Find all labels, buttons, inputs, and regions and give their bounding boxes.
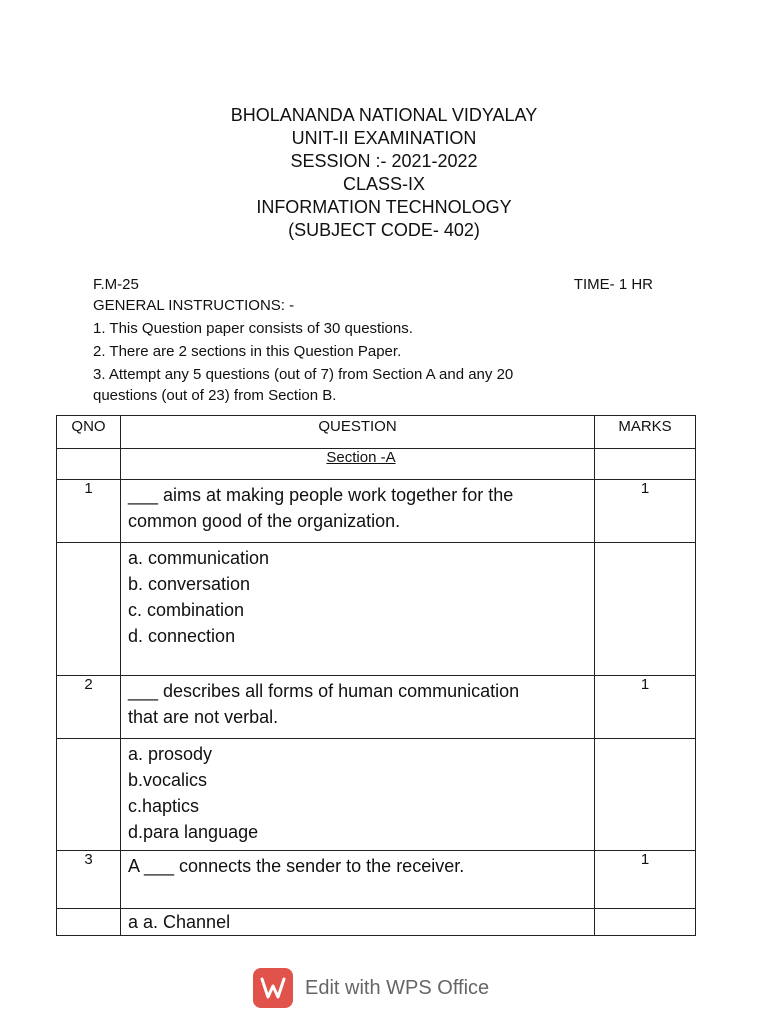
option: c. combination xyxy=(128,600,245,620)
question-table xyxy=(56,415,696,936)
table-row xyxy=(57,739,696,851)
table-row xyxy=(57,676,696,739)
table-row xyxy=(57,851,696,909)
instruction-3: 3. Attempt any 5 questions (out of 7) from Section A and any 20 xyxy=(93,366,514,383)
instruction-3-cont: questions (out of 23) from Section B. xyxy=(93,387,337,404)
section-label: Section -A xyxy=(326,449,396,466)
question-text: common good of the organization. xyxy=(128,511,401,531)
question-text: ___ aims at making people work together for the xyxy=(128,485,514,505)
table-row xyxy=(57,909,696,936)
exam-meta xyxy=(93,274,653,406)
section-row xyxy=(57,449,696,480)
wps-edit-label[interactable]: Edit with WPS Office xyxy=(305,976,490,999)
header-marks: MARKS xyxy=(595,416,696,449)
question-marks: 1 xyxy=(595,851,696,909)
question-number: 2 xyxy=(57,676,121,739)
option: a a. Channel xyxy=(128,912,231,932)
full-marks: F.M-25 xyxy=(93,276,139,293)
wps-logo-icon xyxy=(253,968,293,1008)
option: d. connection xyxy=(128,626,236,646)
option: c.haptics xyxy=(128,796,200,816)
option: a. prosody xyxy=(128,744,213,764)
question-text: that are not verbal. xyxy=(128,707,279,727)
marks-time-row xyxy=(93,274,653,295)
question-number: 1 xyxy=(57,480,121,543)
question-number: 3 xyxy=(57,851,121,909)
question-marks: 1 xyxy=(595,676,696,739)
option: b. conversation xyxy=(128,574,251,594)
option: a. communication xyxy=(128,548,270,568)
session: SESSION :- 2021-2022 xyxy=(290,151,478,171)
instructions-title: GENERAL INSTRUCTIONS: - xyxy=(93,297,295,314)
school-name: BHOLANANDA NATIONAL VIDYALAY xyxy=(230,105,538,125)
time-allowed: TIME- 1 HR xyxy=(573,276,653,293)
wps-badge[interactable] xyxy=(253,968,489,1008)
table-header-row xyxy=(57,416,696,449)
option: d.para language xyxy=(128,822,259,842)
header-question: QUESTION xyxy=(121,416,595,449)
question-marks: 1 xyxy=(595,480,696,543)
class-name: CLASS-IX xyxy=(342,174,426,194)
instruction-1: 1. This Question paper consists of 30 questions. xyxy=(93,320,413,337)
table-row xyxy=(57,543,696,676)
instruction-2: 2. There are 2 sections in this Question Paper. xyxy=(93,343,402,360)
table-row xyxy=(57,480,696,543)
subject-name: INFORMATION TECHNOLOGY xyxy=(256,197,512,217)
exam-title: UNIT-II EXAMINATION xyxy=(291,128,477,148)
section-label-cell xyxy=(121,449,595,480)
exam-header xyxy=(0,104,768,242)
question-text: A ___ connects the sender to the receiver. xyxy=(128,856,465,876)
subject-code: (SUBJECT CODE- 402) xyxy=(288,220,480,240)
question-text: ___ describes all forms of human communication xyxy=(128,681,520,701)
option: b.vocalics xyxy=(128,770,208,790)
header-qno: QNO xyxy=(57,416,121,449)
